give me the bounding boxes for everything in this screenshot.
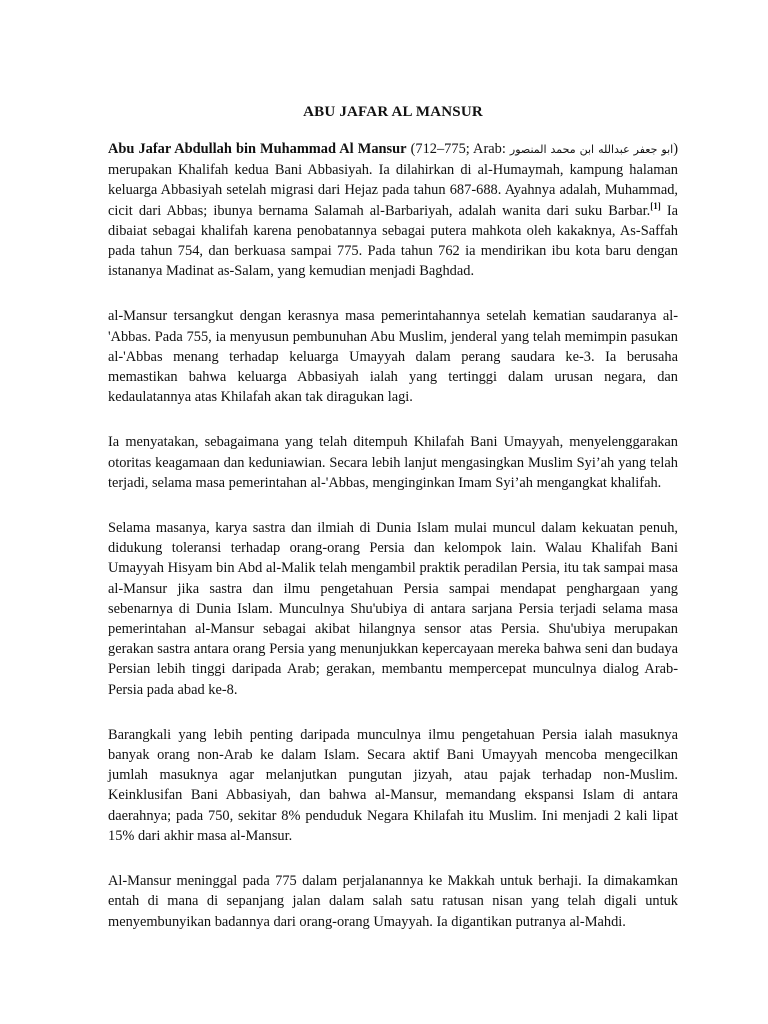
paragraph-2: al-Mansur tersangkut dengan kerasnya masa pemerintahannya setelah kematian saudaranya al-'Abbas. Pada 755, ia menyusun pembunuhan Abu Muslim, jenderal yang telah memimpin pasukan al-'Abbas menang terhadap keluarga Umayyah dalam perang saudara ke-3. Ia berusaha memastikan bahwa keluarga Abbasiyah ialah yang tertinggi dalam urusan negara, dan kedaulatannya atas Khilafah akan tak diragukan lagi. xyxy=(108,308,678,406)
paragraph-6: Al-Mansur meninggal pada 775 dalam perjalanannya ke Makkah untuk berhaji. Ia dimakamkan entah di mana di sepanjang jalan dalam salah satu ratusan nisan yang telah digali untuk menyembunyikan badannya dari orang-orang Umayyah. Ia digantikan putranya al-Mahdi. xyxy=(108,873,678,930)
intro-tail: Ia dibaiat sebagai khalifah karena penobatannya sebagai putera mahkota oleh kakaknya, As-Saffah pada tahun 754, dan berkuasa sampai 775. Pada tahun 762 ia mendirikan ibu kota baru dengan istananya Madinat as-Salam, yang kemudian menjadi Baghdad. xyxy=(108,202,678,280)
paragraph-5: Barangkali yang lebih penting daripada munculnya ilmu pengetahuan Persia ialah masuknya banyak orang non-Arab ke dalam Islam. Secara aktif Bani Umayyah mencoba mengecilkan jumlah masuknya agar melanjutkan pungutan jizyah, atau pajak terhadap non-Muslim. Keinklusifan Bani Abbasiyah, dan bahwa al-Mansur, memandang ekspansi Islam di antara daerahnya; pada 750, sekitar 8% penduduk Negara Khilafah itu Muslim. Ini menjadi 2 kali lipat 15% dari akhir masa al-Mansur. xyxy=(108,726,678,844)
intro-body: ) merupakan Khalifah kedua Bani Abbasiyah. Ia dilahirkan di al-Humaymah, kampung halaman keluarga Abbasiyah setelah migrasi dari Hejaz pada tahun 687-688. Ayahnya adalah, Muhammad, cicit dari Abbas; ibunya bernama Salamah al-Barbariyah, adalah wanita dari suku Barbar. xyxy=(108,141,678,219)
paragraph-3: Ia menyatakan, sebagaimana yang telah ditempuh Khilafah Bani Umayyah, menyelenggarakan otoritas keagamaan dan keduniawian. Secara lebih lanjut mengasingkan Muslim Syi’ah yang telah terjadi, selama masa pemerintahan al-'Abbas, menginginkan Imam Syi’ah mengangkat khalifah. xyxy=(108,434,678,491)
paragraph-intro xyxy=(108,139,678,281)
paragraph-4: Selama masanya, karya sastra dan ilmiah di Dunia Islam mulai muncul dalam kekuatan penuh, didukung toleransi terhadap orang-orang Persia dan kelompok lain. Walau Khalifah Bani Umayyah Hisyam bin Abd al-Malik telah mengambil praktik peradilan Persia, itu tak sampai masa al-Mansur jika sastra dan ilmu pengetahuan Persia sampai mendapat penghargaan yang sebenarnya di Dunia Islam. Munculnya Shu'ubiya di antara sarjana Persia terjadi selama masa pemerintahan al-Mansur sebagai akibat hilangnya sensor atas Persia. Shu'ubiya merupakan gerakan sastra antara orang Persia yang menunjukkan kepercayaan mereka bahwa seni dan budaya Persian lebih tinggi daripada Arab; gerakan, membantu mempercepat munculnya dialog Arab-Persia pada abad ke-8. xyxy=(108,520,678,698)
footnote-link[interactable]: [1] xyxy=(650,200,661,211)
arabic-name: ابو جعفر عبدالله ابن محمد المنصور xyxy=(509,143,674,156)
document-title: ABU JAFAR AL MANSUR xyxy=(303,104,483,120)
subject-name: Abu Jafar Abdullah bin Muhammad Al Mansur xyxy=(108,141,407,157)
intro-dates: (712–775; Arab: xyxy=(406,141,510,157)
